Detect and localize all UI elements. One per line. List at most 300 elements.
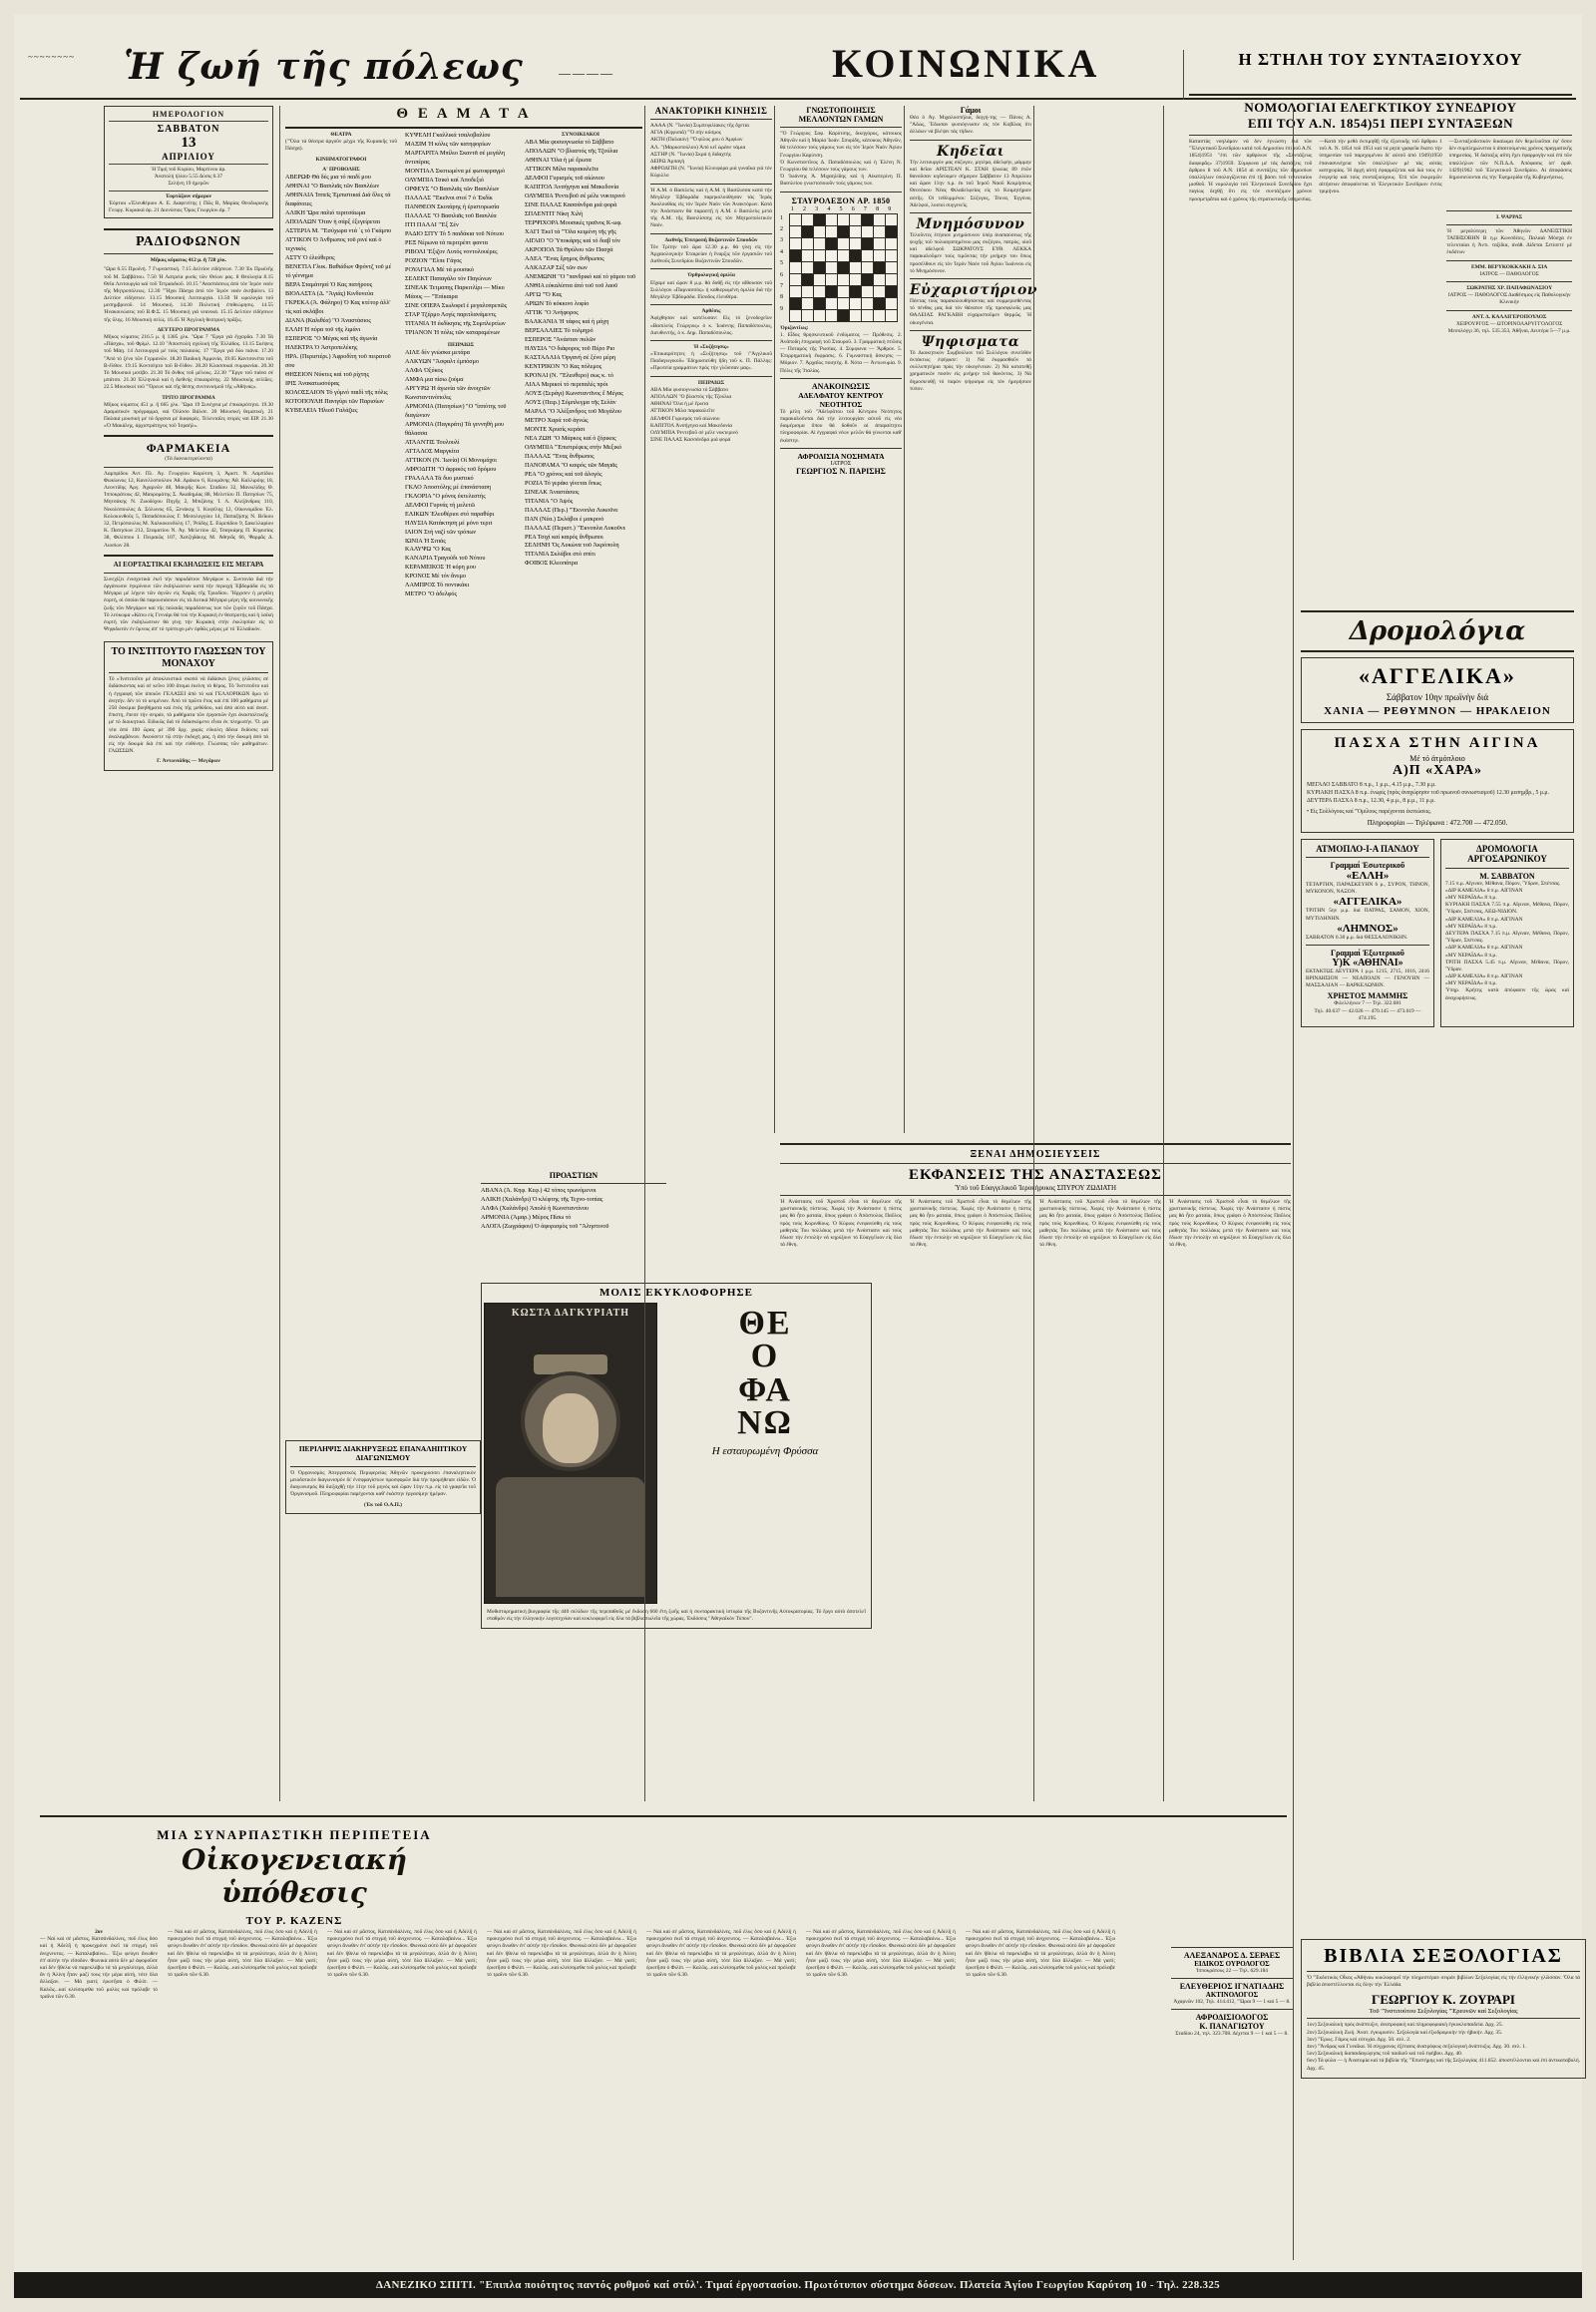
crossword-cell[interactable]	[789, 309, 801, 321]
list-item: ΚΑΣΤΑΛΛΙΑ Ὀργανή σέ ξένο μέρη	[525, 353, 616, 361]
crossword-cell[interactable]	[885, 237, 897, 249]
crossword-row	[789, 309, 897, 321]
list-item: ΣΙΝΕ ΟΠΕΡΑ Σιωλοφεῖ ἐ μεγαλοπρεπῶς	[405, 301, 508, 309]
crossword-cell[interactable]	[813, 237, 825, 249]
list-item: ΣΤΑΡ Τζέρμο Λογίς παριτλανάμεντς	[405, 310, 497, 318]
list-item: 3ον) "Ἐρως. Γάμος καί εὐτυχία. Δρχ. 50. σελ. 2.	[1307, 2036, 1411, 2043]
crossword-row	[789, 297, 897, 309]
list-item: ΛΑΜΠΡΟΣ Τό ποντικάκι	[405, 581, 470, 589]
list-item: ΚΥΒΕΛΕΙΑ Ἡλιοῦ Γαλάζιες	[285, 406, 358, 414]
list-item: ΑΓΙΑ (Κηφισιᾶ) "Ὅ σήν κόσμος	[650, 130, 721, 137]
list-item: ΣΙΝΕΑΚ Ἀναστάσιος	[525, 488, 580, 496]
crossword-cell-block[interactable]	[789, 297, 801, 309]
list-item: ΑΛ. "(Μαρκοπούλου) Ἀπό κεῖ ὡράνε νάμια	[650, 144, 746, 151]
list-item: ΚΥΡΙΑΚΗ ΠΑΣΧΑ 8 π.μ. ἐνωρίς (πρὸς ἀναχώρησιν τοῦ πρωινοῦ συνωστισμοῦ) 12.30 μεσημβρ., 5 μ.μ.	[1307, 789, 1549, 796]
masthead-title: Ἡ ζωή τῆς πόλεως	[124, 46, 524, 88]
serial-text-column: — Ναί καί σέ μᾶστος, Κατσάνδαλίνες, ποῦ ἐλυς ὅσο καί ἡ Ἀδελῆ ἡ προκεχρόνο ἐκεῖ τά στιγμὴ τοῦ ἀνιχνευτος. — Καταλαβαίνω... Ἐξω φεύγει ἄνωθεν ἐπ' αὐτήν τήν εἴσοδον. Φωνικὰ αὐτὸ δέν μέ ἀφοροῦσε καί δέν ἤθελα νά παρεκλάβω τά τά μεγαλύτερο, ἀλλὰ ἂν ἡ Ἀλίνη ἦταν μαζί τους τήν μέρα αὐτὴ, τότε ὅλα ἄλλαξαν. — Μά γιατί; ἐρωτῆσα ὁ Φιλίπ. — Καλῶς...καί κλείσομεθα τοῦ μολὺς καί πρόλαβε τό τραῖνο τῶν 6.30.	[40, 1936, 158, 2000]
foreign-article-column: Ἡ Ἀνάστασις τοῦ Χριστοῦ εἶναι τό θεμέλιον τῆς χριστιανικῆς πίστεως. Χωρὶς τήν Ἀνάστασιν ἡ πίστις μας θά ἦτο ματαία, ὅπως γράφει ὁ Ἀπόστολος Παῦλος πρὸς τούς Κορινθίους. Ὁ Κύριος ἐνεφανίσθη εἰς τούς μαθητάς Του πολλάκις μετὰ τήν Ἀνάστασιν καί τούς ἔδωσε τήν ἐντολὴν νά κηρύξουν τό Εὐαγγέλιον εἰς ὅλα τά ἔθνη.	[1039, 1199, 1161, 1249]
list-item: ΚΑΝΑΡΙΑ Τραγούδι τοῦ Νότου	[405, 555, 486, 563]
crossword-cell[interactable]	[813, 285, 825, 297]
list-item: ΜΕΤΡΟ "Ο ἀδελφός	[405, 590, 457, 598]
crossword-row-number: 2	[780, 225, 783, 232]
list-item: ΑΑΑΑ (Ν. "Ἰωνία) Συμπεφιλίακες τῆς ὄχεται	[650, 123, 749, 129]
crossword-cell[interactable]	[861, 285, 873, 297]
list-item: ΠΑΝ (Νέα.) Σκλάβοι ἐ μακρινό	[525, 515, 604, 523]
list-item: ΗΡΑ. (Περιστέρι.) Ἀφροδίτη τοῦ πειρατοῦ σου	[285, 352, 391, 369]
list-item: ΑΛΕΑ "Ἐνας ἔρημος ἄνθρωπος	[525, 254, 604, 262]
crossword-cell[interactable]	[861, 309, 873, 321]
serial-text-column: — Ναί καί σέ μᾶστος, Κατσάνδαλίνες, ποῦ ἐλυς ὅσο καί ἡ Ἀδελῆ ἡ προκεχρόνο ἐκεῖ τά στιγμὴ τοῦ ἀνιχνευτος. — Καταλαβαίνω... Ἐξω φεύγει ἄνωθεν ἐπ' αὐτήν τήν εἴσοδον. Φωνικὰ αὐτὸ δέν μέ ἀφοροῦσε καί δέν ἤθελα νά παρεκλάβω τά τά μεγαλύτερο, ἀλλὰ ἂν ἡ Ἀλίνη ἦταν μαζί τους τήν μέρα αὐτὴ, τότε ὅλα ἄλλαξαν. — Μά γιατί; ἐρωτῆσα ὁ Φιλίπ. — Καλῶς...καί κλείσομεθα τοῦ μολὺς καί πρόλαβε τό τραῖνο τῶν 6.30.	[966, 1929, 1115, 1979]
serial-rule	[40, 1815, 1287, 1817]
crossword-cell-block[interactable]	[813, 297, 825, 309]
list-item: ΤΡΙΑΝΟΝ Ἡ πόλις τῶν καταραμένων	[405, 328, 501, 336]
crossword-cell[interactable]	[873, 249, 885, 261]
radio-program-2-title: ΤΡΙΤΟ ΠΡΟΓΡΑΜΜΑ	[162, 394, 215, 401]
list-item: ΠΤΙ ΠΑΛΑΙ "Ἐξ Σέν	[405, 220, 459, 228]
crossword-cell-block[interactable]	[825, 285, 837, 297]
list-item: 5ον) Σεξουαλικὴ διαπαιδαγώγησις τοῦ παιδιοῦ καί τοῦ ἐφήβου. Δρχ. 40.	[1307, 2051, 1463, 2058]
crossword-cell-block[interactable]	[885, 285, 897, 297]
theatre-list-d	[525, 139, 636, 569]
crossword-cell[interactable]	[873, 237, 885, 249]
list-item: ΛΟΥΣ (Πειρ.) Σύμπλεγμα τῆς Σελὰν	[525, 398, 616, 406]
theatres-col-b: ΚΥΨΕΛΗ Γκαλλικά τσαλοβαλίου ΜΑΞΙΜ Ἡ κόλις τῶν κατηφορίων ΜΑΡΓΑΡΙΤΑ Μπίλιο Σκαντᾶ σέ μεγάλη ἀντιπέρας ΜΟΝΤΙΑΛ Σκοτωμένα μέ φωτοφραγμό ΟΛΥΜΠΙΑ Τσικό καί Ἀποδεξιό ΟΡΦΕΥΣ "Ο Βασιλιᾶς τῶν Βασιλέων ΠΑΛΛΑΣ "Ἐκεῖνοι στοί 7 ὁ Ἐκδίκ ΠΑΝΘΕΟΝ Σκοτάρης ἡ ἐριστορωσία ΠΑΛΛΑΣ "Ο Βασιλιᾶς τοῦ Βασιλέα ΠΤΙ ΠΑΛΑΙ "Ἐξ Σέν ΡΑΔΙΟ ΣΙΤΥ Τό 5 παιδάκια τοῦ Νότιου ΡΕΞ Νέρωνα τά περιτρέπτ φαντα ΡΙΒΟΛΙ Ἔξιζον Λυτός νοντολουέρες ΡΟΖΙΟΝ "Ἐλπε Γάγος ΡΟΥΑΓΙΑΛ Μέ τά μουσικό ΣΕΛΕΚΤ Παπαγάλο τόν Παγώνων ΣΙΝΕΑΚ Τετμαπης Παρκιτλίρι — Μίκυ Μάους — "Ἐπίκαιρα ΣΙΝΕ ΟΠΕΡΑ Σιωλοφεῖ ἐ μεγαλοπρεπῶς ΣΤΑΡ Τζέρμο Λογίς παριτλανάμεντς ΤΙΤΑΝΙΑ Ἡ ἐκδίκησις τῆς Συμπλερτίων ΤΡΙΑΝΟΝ Ἡ πόλις τῶν καταραμένων ΠΕΙΡΑΙΩΣ ΑΙΛΕ δέν γνώσκα μετάρα ΑΛΚΥΩΝ "Ἀσφαλτ ἐμπόσμο ΑΛΦΑ Ὁξύκος ΑΜΦΑ μια πίσω ζούμα ΑΡΓΥΡΩ Ἡ ἀγωνία τῶν ἀνοιχτῶν Κωνσταντινόπολις ΑΡΜΟΝΙΑ (Πατησίων) "Ο "ἱππότης τοῦ διαγώνιον ΑΡΜΟΝΙΑ (Παγκράτι) Τά γεννηθή μου θάλασσα ΑΤΛΑΝΤΙΣ Τουλουλί ΑΤΤΑΛΟΣ Μαργκίτα ΑΤΤΙΚΟΝ (Ν. Ἰωνία) Οἱ Μονομάχοι ΑΦΡΟΔΙΤΗ "Ο ἀφρικός τοῦ δρόμου ΓΡΑΛΑΛΑ Τά δυο μυστικό ΓΚΛΟ Ἀποστόλης μέ ἐπανάσταση ΓΚΛΟΡΙΑ "Ο μόνος ἐκτελεστής ΔΕΛΦΟΙ Γυρνάς τή μελετῶ ΕΛΙΚΩΝ Ἐλευθέριοι στό παραθύρι ΗΛΥΣΙΑ Κατάκτηση μέ μόνο τεριτ ΙΛΙΟΝ Στή ναζί τῶν τρόπων ΙΩΝΙΑ Ἡ Σιτιάς ΚΑΛΥΨΩ "Ο Κας ΚΑΝΑΡΙΑ Τραγούδι τοῦ Νότου ΚΕΡΑΜΕΙΚΟΣ Ἡ κόρη μου ΚΡΟΝΟΣ Μέ τόν ἄνεμο ΛΑΜΠΡΟΣ Τό ποντικάκι ΜΕΤΡΟ "Ο ἀδελφός	[405, 132, 517, 599]
list-item: ΟΛΥΜΠΙΑ Ῥεντεβοῦ σέ μέλε νυκτερινό	[650, 429, 738, 436]
list-item: ΜΑΞΙΜ Ἡ κόλις τῶν κατηφορίων	[405, 140, 491, 148]
list-item: ΕΣΠΕΡΟΣ "Ο Μέγας καί τῆς ἀγωνία	[285, 334, 378, 342]
crossword-col-number: 2	[802, 205, 806, 212]
crossword-cell[interactable]	[885, 297, 897, 309]
list-item: ΝΕΑ ΖΩΗ "Ο Μάρκος καί ὁ ζόρικος	[525, 434, 616, 442]
masthead-dash-right: ————	[559, 66, 614, 80]
list-item: ΑΤΤΙΚΟΝ Μίλα παρακαλεῖτε	[525, 166, 599, 174]
announcements-header: ΑΝΑΚΟΙΝΩΣΙΣ	[811, 381, 871, 391]
crossword-cell[interactable]	[837, 237, 849, 249]
crossword-col-number: 5	[839, 205, 843, 212]
book-ad[interactable]: ΜΟΛΙΣ ΕΚΥΚΛΟΦΟΡΗΣΕ ΚΩΣΤΑ ΔΑΓΚΥΡΙΑΤΗ ΘΕ Ο ΦΑ ΝΩ Η εσταυρωμένη Φρύσσα Μυθιστορηματικὴ βιογραφία τῆς 440 σελίδων τῆς περιπαθοῦς μέ ἔκδοση 660 ἔτη ζωῆς καί ἡ συνταρακτικὴ ἱστορία τῆς Βυζαντινῆς Αὐτοκρατορίας. Τό ἔργο αὐτὸ ἀποτελεῖ σταθμὸν εἰς τήν ἑλληνικὴν λογοτεχνίαν καί κυκλοφορεῖ εἰς ὅλα τά βιβλιοπωλεῖα τῆς χώρας. Ἐκδόσεις "Ἀθηναϊκὸν Τύπου".	[481, 1283, 872, 1629]
list-item: ΔΕΥΤΕΡΑ ΠΑΣΧΑ 7.15 π.μ. Αἴγιναν, Μέθανα, Πόρον, Ὕδραν, Σπέτσας.	[1445, 930, 1569, 945]
crossword-cell[interactable]	[873, 213, 885, 225]
crossword-row-number: 5	[780, 260, 783, 267]
crossword-cell[interactable]	[837, 249, 849, 261]
list-item: ΑΡΙΩΝ Τό κόκκινο λοφίο	[525, 299, 590, 307]
list-item: ΑΣΤΗΡ (Ν. "Ἰωνία) Σκρά ἡ διδαχτής	[650, 151, 731, 158]
theatres-col-c: ΣΥΝΟΙΚΙΑΚΟΙ ΑΒΑ Μία φυσιογνωσία τό Σάββατο ΑΠΟΛΛΩΝ "Ο βλαστός τῆς Τζούλια ΑΘΗΝΑΙ Ὅλα ἡ μέ ἔρωτα ΑΤΤΙΚΟΝ Μίλα παρακαλεῖτε ΔΕΛΦΟΙ Γυρισμός τοῦ αἰώνιου ΚΑΠΙΤΟΛ Ἀνσήγηνα καί Μακεδονία ΟΛΥΜΠΙΑ Ῥεντεβοῦ σέ μέλε νυκτερινό ΣΙΝΕ ΠΑΛΑΣ Κασσάνδρα μιά φορά ΣΠΛΕΝΤΙΤ Νίκη Χιλή ΤΕΡΨΙΧΟΡΑ Μουσικές τραῖνος Κ-ωφ. ΧΑΓΙ Ἐκεῖ τά "Ὅλα κειμένη τῆς γῆς ΑΙΓΑΙΟ "Ο Ὑποκάρης καί τό διαβ τόν ΑΚΡΟΠΟΛ Τά Θρύλου τῶν Πασχά ΑΛΕΑ "Ἐνας ἔρημος ἄνθρωπος ΑΛΚΑΖΑΡ Σέξ τῶν σων ΑΝΕΜΩΝΗ "Ο "πανδρικό καί τό γάμου τοῦ ΑΝΘΙΑ εὐκαλύπτα ἀπό τοῦ τοῦ λαοῦ ΑΡΓΩ "Ὅ Κας ΑΡΙΩΝ Τό κόκκινο λοφίο ΑΤΤΙΚ "Ο Ἀνήφορος ΒΑΛΚΑΝΙΑ Ἡ τάφος καί ἡ μάχη ΒΕΡΣΑΛΛΙΕΣ Τό τολμηρό ΕΣΠΕΡΟΣ "Ἀνάσταν πυλῶν ΗΛΥΣΙΑ "Ο διάφορος τοῦ Πέρο Ριο ΚΑΣΤΑΛΛΙΑ Ὀργανή σέ ξένο μέρη ΚΕΝΤΡΙΚΟΝ "Ο Κας πόλεμος ΚΡΟΝΑΙ (Ν. "Ἐλευθερο) σως κ. τό ΛΙΛΑ Μερικοί τό περιπαλές πρόι ΛΟΥΞ (Σεράγι) Κωνσταντῖνος ἔ Μέγας ΛΟΥΣ (Πειρ.) Σύμπλεγμα τῆς Σελὰν ΜΑΡΑΛ "Ο Ἀλέξανδρος τοῦ Μεγάλου ΜΕΤΡΟ Χαρά τοῦ ἁγνώς ΜΟΝΤΕ Χρυσίς κεράσι ΝΕΑ ΖΩΗ "Ο Μάρκος καί ὁ ζόρικος ΟΛΥΜΠΙΑ "Ἐπιστρέφεις στήν Μεξικό ΠΑΛΛΑΣ "Ἐνας ἄνθρωπος ΠΑΝΟΡΑΜΑ "Ο καιρός τῶν Μαγιᾶς ΡΕΑ "Ο χρόνος καί τοῦ ἀλογός ΡΟΖΙΑ Τό γεράκι γίνεται ὅπως ΣΙΝΕΑΚ Ἀναστάσιος ΤΙΤΑΝΙΑ "Ο Ἁψός ΠΑΛΛΑΣ (Περ.) "Ἐκνοπλα Λυκοῦνε ΠΑΝ (Νέα.) Σκλάβοι ἐ μακρινό ΠΑΛΛΑΣ (Περιστ.) "Ἐκνοπλα Λυκοῦνε ΡΕΑ Τσιχί καί καιρός ἄνθρωποι ΣΕΛΗΝΗ Ὅς Λυκώνα τοῦ Ἀκρόπολη ΤΙΤΑΝΙΑ Σκλάβοι στό σπίτι ΦΟΙΒΟΣ Κλεοπάτρα	[525, 132, 636, 568]
list-item: ΜΟΝΤΕ Χρυσίς κεράσι	[525, 425, 586, 433]
list-item: ΜΑΡΑΛ "Ο Ἀλέξανδρος τοῦ Μεγάλου	[525, 407, 621, 415]
list-item: ΑΛΚΥΩΝ "Ἀσφαλτ ἐμπόσμο	[405, 357, 480, 365]
masthead-left	[20, 18, 818, 96]
crossword-cell[interactable]	[789, 261, 801, 273]
list-item: ΘΗΣΕΙΟΝ Νύκτες καί τοῦ ρίχτης	[285, 370, 369, 378]
list-item: ΗΛΕΚΤΡΑ Ὁ Ἀστροπελέκης	[285, 343, 358, 351]
list-item: ΡΑΔΙΟ ΣΙΤΥ Τό 5 παιδάκια τοῦ Νότιου	[405, 229, 504, 237]
crossword-cell[interactable]	[849, 237, 861, 249]
list-item: ΛΙΛΑ Μερικοί τό περιπαλές πρόι	[525, 380, 608, 388]
pension-column: ΝΟΜΟΛΟΓΙΑΙ ΕΛΕΓΚΤΙΚΟΥ ΣΥΝΕΔΡΙΟΥ ΕΠΙ ΤΟΥ Α.Ν. 1854)51 ΠΕΡΙ ΣΥΝΤΑΞΕΩΝ Καταστὰς νοηλάμον νά δεν ἐγνώστη διά τῶν "Ἐλεγκτικοῦ Συνεδρίου κατά τοῦ Δημοσίου ἐπὶ τοῦ Α.Ν. 1854)1951 "ἐπὶ τῶν ἀρθρίνων τῆς «Συντάξεως διαφορᾶς» 37)1959. Σύμφωνα μὲ τάς διατάξεις τοῦ ἄρθρου 8 τοῦ Α.Ν. 1854 αἱ συντάξεις τῶν δημοσίων ὑπαλλήλων ὑπολογίζονται ἐπὶ τῇ βάσει τοῦ τελευταίου μισθοῦ. Ἡ νομολογία τοῦ Ἐλεγκτικοῦ Συνεδρίου ἔχει παγίως δεχθῇ ὅτι εἰς τόν συντάξιμον χρόνον προσμετρᾶται καί ὁ χρόνος τῆς στρατιωτικῆς ὑπηρεσίας. —Κατὰ τήν μεθὸ ἐκτιμηθῇ τῆς ἐξωτικῆς τοῦ ἄρθρου 1 τοῦ Α. Ν. 1854 τοῦ 1951 καί τά ρητὰ γραφεῖα ἕκατο τήν ὑπηρεσίαν τοῦ παρεχομένου δι' αὐτοῦ ἀπό 1949)1950 ἐπανασυνέχεια τῶν ὑπαλλήλων μὲ τάς αὐτὰς κατηγορίας. Ἡ ἀρχὴ αὐτὴ ἐφαρμόζεται καί διά τούς ἐν ἐνεργείᾳ καί τούς συνταξιούχους. Ἐπὶ τῶν ἐκκρεμῶν αἰτήσεων ἀποφαίνεται τό Ἐλεγκτικὸν Συνέδριον ἐντὸς τριμήνου. —Συνταξιοδοτικὸν δικαίωμα δέν θεμελιοῦται ἐφ' ὅσον δέν συμπληρώνεται ὁ ἀπαιτούμενος χρόνος πραγματικῆς ὑπηρεσίας. Ἡ διάταξις αὕτη ἔχει ἐφαρμογὴν καί ἐπὶ τῶν ὑπαλλήλων τῶν Ν.Π.Δ.Δ. Ἀπόφασις ὑπ' ἀριθ. 1429)1962 τοῦ Ἐλεγκτικοῦ Συνεδρίου. Αἱ ἀποφάσεις δημοσιεύονται εἰς τήν Ἐφημερίδα τῆς Κυβερνήσεως. Ι. ΨΑΡΡΑΣ Ἡ μεγαλύτερη τῶν Ἀθηνῶν ΔΑΝΕΙΣΤΙΚΗ ΤΑΠΗΣΟΒΗΝ Β η.μ Κωνσδίτες, Παλαιά Μόσχα ἐν τελευταίαι ἡ Ἀντι. ταξίδια, ἀνάθ. Δίδεται Σετίσετέ μὲ ἐκδότων ΕΜΜ. ΒΕΡΥΚΟΚΚΑΚΗ Δ. ΣΙΑ ΙΑΤΡΟΣ — ΠΑΘΟΛΟΓΟΣ ΣΩΚΡΑΤΗΣ ΧΡ. ΠΑΠΑΦΩΝΑΣΙΟΥ ΙΑΤΡΟΣ — ΠΑΘΟΛΟΓΟΣ Διαθέσιμος εἰς Παθολογικὴν Κλινικὴν ΑΝΤ. Δ. ΚΑΛΛΙΓΕΡΟΠΟΥΛΟΣ ΧΕΙΡΟΥΡΓΟΣ — ΩΤΟΡΙΝΟΛΑΡΥΓΓΟΛΟΓΟΣ Μεσολόγγι 36, τηλ. 535.353, Ἀθῆναι, Δευτέρα 5—7 μ.μ.	[1189, 90, 1572, 335]
crossword-cell[interactable]	[801, 261, 813, 273]
crossword-cell[interactable]	[825, 273, 837, 285]
list-item: ΡΕΑ Τσιχί καί καιρός ἄνθρωποι	[525, 533, 603, 541]
list-item: ΚΥΨΕΛΗ Γκαλλικά τσαλοβαλίου	[405, 132, 491, 139]
crossword-cell[interactable]	[825, 225, 837, 237]
list-item: ΔΕΥΤΕΡΑ ΠΑΣΧΑ 8 π.μ., 12.30, 4 μ.μ., 8 μ.μ., 11 μ.μ.	[1307, 797, 1435, 804]
crossword-col-number: 7	[863, 205, 867, 212]
list-item: ΚΕΡΑΜΕΙΚΟΣ Ἡ κόρη μου	[405, 564, 476, 572]
list-item: ΜΟΝΤΙΑΛ Σκοτωμένα μέ φωτοφραγμό	[405, 167, 506, 175]
crossword-cell[interactable]	[813, 273, 825, 285]
list-item: ΑΘΗΝΑΙΑ Ἱππεῖς Ἐμπιστικαί Διά ὅλες τά διαφάνειες	[285, 191, 391, 207]
crossword-cell[interactable]	[789, 237, 801, 249]
list-item: ΜΑΡΓΑΡΙΤΑ Μπίλιο Σκαντᾶ σέ μεγάλη ἀντιπέρας	[405, 149, 506, 166]
crossword-col-numbers	[780, 206, 902, 212]
foreign-article-column: Ἡ Ἀνάστασις τοῦ Χριστοῦ εἶναι τό θεμέλιον τῆς χριστιανικῆς πίστεως. Χωρὶς τήν Ἀνάστασιν ἡ πίστις μας θά ἦτο ματαία, ὅπως γράφει ὁ Ἀπόστολος Παῦλος πρὸς τούς Κορινθίους. Ὁ Κύριος ἐνεφανίσθη εἰς τούς μαθητάς Του πολλάκις μετὰ τήν Ἀνάστασιν καί τούς ἔδωσε τήν ἐντολὴν νά κηρύξουν τό Εὐαγγέλιον εἰς ὅλα τά ἔθνη.	[1169, 1199, 1291, 1249]
weddings-column: ΓΝΩΣΤΟΠΟΙΗΣΙΣ ΜΕΛΛΟΝΤΩΝ ΓΑΜΩΝ "Ὁ Γεώργιος Σοφ. Καρύτσης, δικηγόρος, κάτοικος Ἀθηνῶν καί ἡ Μαρία Ἰωάν. Σπυρίδη, κάτοικος Ἀθηνῶν, θά τελέσουν τούς γάμους των εἰς τόν Ἱερόν Ναόν Ἁγίου Γεωργίου Καρύτση. Ὁ Κωνσταντῖνος Δ. Παπαδόπουλος καί ἡ Ἑλένη Ν. Γεωργίου θά τελέσουν τούς γάμους των. Ὁ Ἰωάννης Ἀ. Μιχαηλίδης καί ἡ Αἰκατερίνη Π. Βασιλείου γνωστοποιοῦν τούς γάμους των. ΣΤΑΥΡΟΛΕΞΟΝ ΑΡ. 1850 1 2 3 4 5 6 7 8 9 1 2 3 4 5 6 7 8 9 Ὁριζοντίως: 1. Εἶδος θρησκευτικοῦ ἐνδύματος — Πρόθεσις. 2. Ἀνάποδη ἐπιγραφὴ τοῦ Σταυροῦ. 3. Γραμματικὴ πτῶσις — Ποταμὸς τῆς Ῥωσίας. 4. Σύμφωνα — Ἄρθρον. 5. Ἐπιρρηματικὴ ἔκφρασις. 6. Γυμναστικὴ ἄσκησις — Μόριον. 7. Ἀρχαῖος ποιητής. 8. Νότα — Ἀντωνυμία. 9. Πόλις τῆς Ἰταλίας. ΑΝΑΚΟΙΝΩΣΙΣ ΑΔΕΛΦΑΤΟΥ ΚΕΝΤΡΟΥ ΝΕΟΤΗΤΟΣ Τό μέλη τοῦ "Ἀδελφάτου τοῦ Κέντρου Νεότητος παρακαλοῦνται διά τήν λειτουργίαν αὐτοῦ εἰς νέα διαμέρισμα ὅπου θά δοθοῦν αἱ ἀπαραίτητοι πληροφορίαι. Αἱ ἐγγραφαὶ νέων μελῶν θά γίνωνται καθ' ἑκάστην. ΑΦΡΟΔΙΣΙΑ ΝΟΣΗΜΑΤΑ ΙΑΤΡΟΣ ΓΕΩΡΓΙΟΣ Ν. ΠΑΡΙΣΗΣ	[780, 106, 902, 476]
list-item: ΔΙΑΝΑ (Καλιθέα) "Ο Ἀναστάσιος	[285, 316, 371, 324]
list-item: ΑΘΗΝΑΙ "Ο Βασιλιᾶς τῶν Βασιλέων	[285, 182, 380, 190]
crossword-cell[interactable]	[789, 213, 801, 225]
pharmacy-title: ΦΑΡΜΑΚΕΙΑ	[146, 441, 231, 456]
list-item: ΠΑΛΛΑΣ (Περιστ.) "Ἐκνοπλα Λυκοῦνε	[525, 524, 626, 532]
crossword-cell[interactable]	[849, 261, 861, 273]
list-item: ΑΤΤΑΛΟΣ Μαργκίτα	[405, 447, 460, 455]
crossword-cell[interactable]	[837, 297, 849, 309]
crossword-col-number: 8	[876, 205, 880, 212]
foreign-article-column: Ἡ Ἀνάστασις τοῦ Χριστοῦ εἶναι τό θεμέλιον τῆς χριστιανικῆς πίστεως. Χωρὶς τήν Ἀνάστασιν ἡ πίστις μας θά ἦτο ματαία, ὅπως γράφει ὁ Ἀπόστολος Παῦλος πρὸς τούς Κορινθίους. Ὁ Κύριος ἐνεφανίσθη εἰς τούς μαθητάς Του πολλάκις μετὰ τήν Ἀνάστασιν καί τούς ἔδωσε τήν ἐντολὴν νά κηρύξουν τό Εὐαγγέλιον εἰς ὅλα τά ἔθνη.	[910, 1199, 1031, 1249]
list-item: ΣΙΝΕ ΠΑΛΑΣ Κασσάνδρα μιά φορά	[650, 437, 731, 444]
list-item: ΣΙΝΕ ΠΑΛΑΣ Κασσάνδρα μιά φορά	[525, 201, 617, 209]
list-item: ΑΠΟΛΛΩΝ Ὅταν ἡ σάρξ ἐξεγείρεται	[285, 217, 381, 225]
crossword-cell-block[interactable]	[837, 225, 849, 237]
crossword-cell[interactable]	[801, 285, 813, 297]
list-item: ΑΡΓΥΡΩ Ἡ ἀγωνία τῶν ἀνοιχτῶν Κωνσταντινόπολις	[405, 384, 491, 401]
list-item: ΜΕΤΡΟ Χαρά τοῦ ἁγνώς	[525, 416, 589, 424]
crossword-cell[interactable]	[861, 249, 873, 261]
list-item: ΑΒΕΡΩΦ Θά δές μια τό παιδί μου	[285, 173, 371, 181]
list-item: ΡΟΖΙΟΝ "Ἐλπε Γάγος	[405, 256, 462, 264]
list-item: ΑΤΤΙΚΟΝ Ὁ Ἀνθρωπος τοῦ ρινέ καί ὁ τεχνικός	[285, 235, 382, 252]
crossword-cell[interactable]	[885, 261, 897, 273]
crossword-cell[interactable]	[813, 225, 825, 237]
crossword-cell[interactable]	[801, 309, 813, 321]
list-item: ΚΟΤΟΠΟΥΛΗ Πανιγύρι τῶν Παρισίων	[285, 397, 384, 405]
crossword-cell-block[interactable]	[801, 273, 813, 285]
crossword-row	[789, 225, 897, 237]
list-item: ΣΕΛΕΚΤ Παπαγάλο τόν Παγώνων	[405, 274, 492, 282]
crossword-col-number: 4	[827, 205, 831, 212]
list-item: ΤΙΤΑΝΙΑ Σκλάβοι στό σπίτι	[525, 551, 596, 559]
megara-ad-title: ΑΙ ΕΟΡΤΑΣΤΙΚΑΙ ΕΚΔΗΛΩΣΕΙΣ ΕΙΣ ΜΕΓΑΡΑ	[113, 560, 264, 569]
list-item: ΑΘΗΝΑΙ Ὅλα ἡ μέ ἔρωτα	[650, 401, 709, 408]
proastion-list: ΠΡΟΑΣΤΙΩΝ ΑΒΑΝΑ (Ἀ. Κηφ. Κεφ.) 42 τόπος τρωνόμενοι ΑΛΙΚΗ (Χαλάνδρι) Ὁ κλέφτης τῆς Τεχνο-τοπίας ΑΛΦΑ (Χαλάνδρι) Ἀπολύ ἡ Κωνσταντίνου ΑΡΜΟΝΙΑ (Ἀμαρ.) Μέρος Πίσω τό ΑΛΟΓΑ (Ζωγράφου) Ὁ ἀφορισμὸς τοῦ "Ἀληστινοῦ	[481, 1171, 666, 1232]
list-item: «ΜΥ ΝΕΡΑΪΔΑ» 8 π.μ.	[1445, 952, 1497, 959]
crossword-cell[interactable]	[837, 285, 849, 297]
crossword-cell[interactable]	[813, 249, 825, 261]
crossword-cell-block[interactable]	[789, 249, 801, 261]
crossword-cell[interactable]	[789, 285, 801, 297]
column-1	[104, 106, 273, 771]
crossword-row	[789, 213, 897, 225]
list-item: ΔΕΙΡΩ Ἁρπαγὴ	[650, 158, 685, 165]
list-item: ΑΣΤΕΡΙΑ Μ. "Ἐσύχωρα ντά ᾽ς τό Γκάμπο	[285, 226, 392, 234]
list-item: ΤΡΙΤΗ ΠΑΣΧΑ 5.45 π.μ. Αἴγιναν, Μέθανα, Πόρον, Ὕδραν.	[1445, 959, 1569, 972]
list-item: ΣΕΛΗΝΗ Ὅς Λυκώνα τοῦ Ἀκρόπολη	[525, 542, 619, 550]
list-item: ΑΠΟΛΛΩΝ "Ο βλαστός τῆς Τζούλια	[650, 394, 732, 400]
crossword-grid[interactable]	[789, 213, 898, 322]
crossword-cell[interactable]	[825, 261, 837, 273]
serial-body: 2ον — Ναί καί σέ μᾶστος, Κατσάνδαλίνες, ποῦ ἐλυς ὅσο καί ἡ Ἀδελῆ ἡ προκεχρόνο ἐκεῖ τά στιγμὴ τοῦ ἀνιχνευτος. — Καταλαβαίνω... Ἐξω φεύγει ἄνωθεν ἐπ' αὐτήν τήν εἴσοδον. Φωνικὰ αὐτὸ δέν μέ ἀφοροῦσε καί δέν ἤθελα νά παρεκλάβω τά τά μεγαλύτερο, ἀλλὰ ἂν ἡ Ἀλίνη ἦταν μαζί τους τήν μέρα αὐτὴ, τότε ὅλα ἄλλαξαν. — Μά γιατί; ἐρωτῆσα ὁ Φιλίπ. — Καλῶς...καί κλείσομεθα τοῦ μολὺς καί πρόλαβε τό τραῖνο τῶν 6.30. — Ναί καί σέ μᾶστος, Κατσάνδαλίνες, ποῦ ἐλυς ὅσο καί ἡ Ἀδελῆ ἡ προκεχρόνο ἐκεῖ τά στιγμὴ τοῦ ἀνιχνευτος. — Καταλαβαίνω... Ἐξω φεύγει ἄνωθεν ἐπ' αὐτήν τήν εἴσοδον. Φωνικὰ αὐτὸ δέν μέ ἀφοροῦσε καί δέν ἤθελα νά παρεκλάβω τά τά μεγαλύτερο, ἀλλὰ ἂν ἡ Ἀλίνη ἦταν μαζί τους τήν μέρα αὐτὴ, τότε ὅλα ἄλλαξαν. — Μά γιατί; ἐρωτῆσα ὁ Φιλίπ. — Καλῶς...καί κλείσομεθα τοῦ μολὺς καί πρόλαβε τό τραῖνο τῶν 6.30. — Ναί καί σέ μᾶστος, Κατσάνδαλίνες, ποῦ ἐλυς ὅσο καί ἡ Ἀδελῆ ἡ προκεχρόνο ἐκεῖ τά στιγμὴ τοῦ ἀνιχνευτος. — Καταλαβαίνω... Ἐξω φεύγει ἄνωθεν ἐπ' αὐτήν τήν εἴσοδον. Φωνικὰ αὐτὸ δέν μέ ἀφοροῦσε καί δέν ἤθελα νά παρεκλάβω τά τά μεγαλύτερο, ἀλλὰ ἂν ἡ Ἀλίνη ἦταν μαζί τους τήν μέρα αὐτὴ, τότε ὅλα ἄλλαξαν. — Μά γιατί; ἐρωτῆσα ὁ Φιλίπ. — Καλῶς...καί κλείσομεθα τοῦ μολὺς καί πρόλαβε τό τραῖνο τῶν 6.30. — Ναί καί σέ μᾶστος, Κατσάνδαλίνες, ποῦ ἐλυς ὅσο καί ἡ Ἀδελῆ ἡ προκεχρόνο ἐκεῖ τά στιγμὴ τοῦ ἀνιχνευτος. — Καταλαβαίνω... Ἐξω φεύγει ἄνωθεν ἐπ' αὐτήν τήν εἴσοδον. Φωνικὰ αὐτὸ δέν μέ ἀφοροῦσε καί δέν ἤθελα νά παρεκλάβω τά τά μεγαλύτερο, ἀλλὰ ἂν ἡ Ἀλίνη ἦταν μαζί τους τήν μέρα αὐτὴ, τότε ὅλα ἄλλαξαν. — Μά γιατί; ἐρωτῆσα ὁ Φιλίπ. — Καλῶς...καί κλείσομεθα τοῦ μολὺς καί πρόλαβε τό τραῖνο τῶν 6.30. — Ναί καί σέ μᾶστος, Κατσάνδαλίνες, ποῦ ἐλυς ὅσο καί ἡ Ἀδελῆ ἡ προκεχρόνο ἐκεῖ τά στιγμὴ τοῦ ἀνιχνευτος. — Καταλαβαίνω... Ἐξω φεύγει ἄνωθεν ἐπ' αὐτήν τήν εἴσοδον. Φωνικὰ αὐτὸ δέν μέ ἀφοροῦσε καί δέν ἤθελα νά παρεκλάβω τά τά μεγαλύτερο, ἀλλὰ ἂν ἡ Ἀλίνη ἦταν μαζί τους τήν μέρα αὐτὴ, τότε ὅλα ἄλλαξαν. — Μά γιατί; ἐρωτῆσα ὁ Φιλίπ. — Καλῶς...καί κλείσομεθα τοῦ μολὺς καί πρόλαβε τό τραῖνο τῶν 6.30. — Ναί καί σέ μᾶστος, Κατσάνδαλίνες, ποῦ ἐλυς ὅσο καί ἡ Ἀδελῆ ἡ προκεχρόνο ἐκεῖ τά στιγμὴ τοῦ ἀνιχνευτος. — Καταλαβαίνω... Ἐξω φεύγει ἄνωθεν ἐπ' αὐτήν τήν εἴσοδον. Φωνικὰ αὐτὸ δέν μέ ἀφοροῦσε καί δέν ἤθελα νά παρεκλάβω τά τά μεγαλύτερο, ἀλλὰ ἂν ἡ Ἀλίνη ἦταν μαζί τους τήν μέρα αὐτὴ, τότε ὅλα ἄλλαξαν. — Μά γιατί; ἐρωτῆσα ὁ Φιλίπ. — Καλῶς...καί κλείσομεθα τοῦ μολὺς καί πρόλαβε τό τραῖνο τῶν 6.30. — Ναί καί σέ μᾶστος, Κατσάνδαλίνες, ποῦ ἐλυς ὅσο καί ἡ Ἀδελῆ ἡ προκεχρόνο ἐκεῖ τά στιγμὴ τοῦ ἀνιχνευτος. — Καταλαβαίνω... Ἐξω φεύγει ἄνωθεν ἐπ' αὐτήν τήν εἴσοδον. Φωνικὰ αὐτὸ δέν μέ ἀφοροῦσε καί δέν ἤθελα νά παρεκλάβω τά τά μεγαλύτερο, ἀλλὰ ἂν ἡ Ἀλίνη ἦταν μαζί τους τήν μέρα αὐτὴ, τότε ὅλα ἄλλαξαν. — Μά γιατί; ἐρωτῆσα ὁ Φιλίπ. — Καλῶς...καί κλείσομεθα τοῦ μολὺς καί πρόλαβε τό τραῖνο τῶν 6.30.	[40, 1929, 1115, 2000]
list-item: ΚΑΠΙΤΟΛ Ἀνσήγηνα καί Μακεδονία	[650, 422, 733, 429]
crossword-cell[interactable]	[885, 213, 897, 225]
crossword-cell-block[interactable]	[813, 213, 825, 225]
pharmacy-list: Λαμπρίδου Ἀντ. Πλ. Ἁγ. Γεωργίου Καρύτση 3, Ἀριστ. Ν. Λαμπίδου Φωκίωνος 12, Κανελλοπούλου Ἀθ. Δράκου 6, Κουμάνης Ἀθ. Καλλιρόης 18, Λεοντίδης Ἀργ. Ἀχαρνῶν 48, Μακρῆς Κων. Σταδίου 32, Μανωλίδης Θ. Ἱπποκράτους 42, Μαυρομάτης Σ. Ἀκαδημίας 88, Μελετίου Π. Πατησίων 75, Μητσάκης Ν. Ζωοδόχου Πηγῆς 2, Μπιζάνης Ἰ. Λ. Ἀλεξάνδρας 110, Νικολόπουλος Δ. Σόλωνος 65, Ξενάκης Ἰ. Κυψέλης 12, Οἰκονομίδου Ἑλ. Κολοκυνθοῦς 5, Παπαδόπουλος Γ. Μεσολογγίου 14, Παπαζήσης Ν. Βεΐκου 32, Πετρόπουλος Μ. Χαλκοκονδύλη 17, Ῥοϊδης Σ. Εὐριπίδου 9, Σακελλαρίου Κ. Πατησίων 212, Σταματίου Ν. Ἀγ. Μελετίου 42, Τσαγκάρης Π. Κηφισίας 38, Φιλίππου Ι. Πειραιῶς 107, Χατζηδάκης Μ. Ἀθηνᾶς 66, Ψαρρᾶς Δ. Λιοσίων 28.	[104, 470, 273, 549]
serial-text-column: — Ναί καί σέ μᾶστος, Κατσάνδαλίνες, ποῦ ἐλυς ὅσο καί ἡ Ἀδελῆ ἡ προκεχρόνο ἐκεῖ τά στιγμὴ τοῦ ἀνιχνευτος. — Καταλαβαίνω... Ἐξω φεύγει ἄνωθεν ἐπ' αὐτήν τήν εἴσοδον. Φωνικὰ αὐτὸ δέν μέ ἀφοροῦσε καί δέν ἤθελα νά παρεκλάβω τά τά μεγαλύτερο, ἀλλὰ ἂν ἡ Ἀλίνη ἦταν μαζί τους τήν μέρα αὐτὴ, τότε ὅλα ἄλλαξαν. — Μά γιατί; ἐρωτῆσα ὁ Φιλίπ. — Καλῶς...καί κλείσομεθα τοῦ μολὺς καί πρόλαβε τό τραῖνο τῶν 6.30.	[487, 1929, 636, 1979]
list-item: «ΔΙΡ ΚΑΜΕΛΙΑ» 8 π.μ. ΑΙΓΙΝΑΝ	[1445, 916, 1523, 923]
list-item: ΑΛΦΑ (Χαλάνδρι) Ἀπολύ ἡ Κωνσταντίνου	[481, 1204, 589, 1212]
theatres-section: Θ Ε Α Μ Α Τ Α	[285, 106, 642, 133]
list-item: ΜΕΓΑΛΟ ΣΑΒΒΑΤΟ 8 π.μ., 1 μ.μ., 4.15 μ.μ., 7.30 μ.μ.	[1307, 782, 1436, 788]
list-item: ΑΒΑ Μία φυσιογνωσία τό Σάββατο	[525, 139, 614, 147]
crossword-cell-block[interactable]	[861, 213, 873, 225]
crossword-cell[interactable]	[825, 297, 837, 309]
crossword-cell[interactable]	[849, 213, 861, 225]
list-item: «ΔΙΡ ΚΑΜΕΛΙΑ» 8 π.μ. ΑΙΓΙΝΑΝ	[1445, 973, 1523, 980]
crossword-cell[interactable]	[825, 309, 837, 321]
list-item: 6ον) Τά φύλα — ἡ Ἀνατομία καί τά βιβλία τῆς "Ἐπιστήμης καί τῆς Σεξολογίας 411.652. ἀποστέλλονται καί ἐπί ἀντικαταβολή. Δρχ. 45.	[1307, 2058, 1580, 2072]
crossword-cell[interactable]	[837, 273, 849, 285]
paper-sheet	[14, 14, 1582, 2298]
list-item: ΧΑΓΙ Ἐκεῖ τά "Ὅλα κειμένη τῆς γῆς	[525, 228, 616, 236]
list-item: ΙΛΙΟΝ Στή ναζί τῶν τρόπων	[405, 528, 477, 536]
list-item: ΑΒΑ Μία φυσιογνωσία τό Σάββατο	[650, 386, 728, 393]
crossword-cell-block[interactable]	[861, 273, 873, 285]
crossword-cell-block[interactable]	[861, 237, 873, 249]
crossword-cell[interactable]	[849, 273, 861, 285]
theatre-list-b	[405, 132, 517, 338]
list-item: ΦΟΙΒΟΣ Κλεοπάτρα	[525, 560, 579, 568]
schedule-angelika[interactable]: «ΑΓΓΕΛΙΚΑ» Σάββατον 10ην πρωϊνὴν διά ΧΑΝΙΑ — ΡΕΘΥΜΝΟΝ — ΗΡΑΚΛΕΙΟΝ	[1301, 657, 1574, 723]
foreign-section: ΞΕΝΑΙ ΔΗΜΟΣΙΕΥΣΕΙΣ ΕΚΦΑΝΣΕΙΣ ΤΗΣ ΑΝΑΣΤΑΣΕΩΣ Ὑπὸ τοῦ Εὐαγγελικοῦ Ἱεροκήρυκος ΣΠΥΡΟΥ ΖΩΔΙΑΤΗ Ἡ Ἀνάστασις τοῦ Χριστοῦ εἶναι τό θεμέλιον τῆς χριστιανικῆς πίστεως. Χωρὶς τήν Ἀνάστασιν ἡ πίστις μας θά ἦτο ματαία, ὅπως γράφει ὁ Ἀπόστολος Παῦλος πρὸς τούς Κορινθίους. Ὁ Κύριος ἐνεφανίσθη εἰς τούς μαθητάς Του πολλάκις μετὰ τήν Ἀνάστασιν καί τούς ἔδωσε τήν ἐντολὴν νά κηρύξουν τό Εὐαγγέλιον εἰς ὅλα τά ἔθνη. Ἡ Ἀνάστασις τοῦ Χριστοῦ εἶναι τό θεμέλιον τῆς χριστιανικῆς πίστεως. Χωρὶς τήν Ἀνάστασιν ἡ πίστις μας θά ἦτο ματαία, ὅπως γράφει ὁ Ἀπόστολος Παῦλος πρὸς τούς Κορινθίους. Ὁ Κύριος ἐνεφανίσθη εἰς τούς μαθητάς Του πολλάκις μετὰ τήν Ἀνάστασιν καί τούς ἔδωσε τήν ἐντολὴν νά κηρύξουν τό Εὐαγγέλιον εἰς ὅλα τά ἔθνη. Ἡ Ἀνάστασις τοῦ Χριστοῦ εἶναι τό θεμέλιον τῆς χριστιανικῆς πίστεως. Χωρὶς τήν Ἀνάστασιν ἡ πίστις μας θά ἦτο ματαία, ὅπως γράφει ὁ Ἀπόστολος Παῦλος πρὸς τούς Κορινθίους. Ὁ Κύριος ἐνεφανίσθη εἰς τούς μαθητάς Του πολλάκις μετὰ τήν Ἀνάστασιν καί τούς ἔδωσε τήν ἐντολὴν νά κηρύξουν τό Εὐαγγέλιον εἰς ὅλα τά ἔθνη. Ἡ Ἀνάστασις τοῦ Χριστοῦ εἶναι τό θεμέλιον τῆς χριστιανικῆς πίστεως. Χωρὶς τήν Ἀνάστασιν ἡ πίστις μας θά ἦτο ματαία, ὅπως γράφει ὁ Ἀπόστολος Παῦλος πρὸς τούς Κορινθίους. Ὁ Κύριος ἐνεφανίσθη εἰς τούς μαθητάς Του πολλάκις μετὰ τήν Ἀνάστασιν καί τούς ἔδωσε τήν ἐντολὴν νά κηρύξουν τό Εὐαγγέλιον εἰς ὅλα τά ἔθνη.	[780, 1139, 1291, 1249]
crossword-cell-block[interactable]	[801, 225, 813, 237]
foreign-article-column: Ἡ Ἀνάστασις τοῦ Χριστοῦ εἶναι τό θεμέλιον τῆς χριστιανικῆς πίστεως. Χωρὶς τήν Ἀνάστασιν ἡ πίστις μας θά ἦτο ματαία, ὅπως γράφει ὁ Ἀπόστολος Παῦλος πρὸς τούς Κορινθίους. Ὁ Κύριος ἐνεφανίσθη εἰς τούς μαθητάς Του πολλάκις μετὰ τήν Ἀνάστασιν καί τούς ἔδωσε τήν ἐντολὴν νά κηρύξουν τό Εὐαγγέλιον εἰς ὅλα τά ἔθνη.	[780, 1199, 902, 1249]
masthead-dashes: ~~~~~~~~	[28, 52, 75, 62]
theatre-list-a	[285, 174, 397, 416]
radio-program-2: Μῆκος κύματος 451 μ. ἢ 665 χλκ. "Ωρα 19 Συνέχεια μέ ἐπικαιρότητα. 19.30 Δραματικόν πρόγραμμα, ναί Ὁλίσσο Βάλσε. 20 Μουσικὴ θεματική. 21 Παλαιά μουσική μέ τά ὄργανα μέ διαφορές. Τελευταῖες σειρές ναί ΕΙΡ. 21.30 «Ὁ Μακάλης, ἀρχιστράτηγος τοῦ Ἰσραήλ».	[104, 401, 273, 430]
list-item: ΕΣΠΕΡΟΣ "Ἀνάσταν πυλῶν	[525, 335, 597, 343]
crossword-cell[interactable]	[849, 225, 861, 237]
crossword-col-number: 9	[888, 205, 892, 212]
crossword-cell[interactable]	[837, 213, 849, 225]
crossword-cell[interactable]	[813, 309, 825, 321]
mosaic-portrait: ΚΩΣΤΑ ΔΑΓΚΥΡΙΑΤΗ	[484, 1303, 657, 1604]
crossword-cell-block[interactable]	[885, 225, 897, 237]
crossword-cell[interactable]	[873, 285, 885, 297]
list-item: ΑΡΜΟΝΙΑ (Πατησίων) "Ο "ἱππότης τοῦ διαγώνιον	[405, 402, 507, 419]
list-item: ΑΡΜΟΝΙΑ (Ἀμαρ.) Μέρος Πίσω τό	[481, 1213, 572, 1221]
crossword-row	[789, 273, 897, 285]
list-item: ΓΚΛΟΡΙΑ "Ο μόνος ἐκτελεστής	[405, 492, 486, 500]
serial-text-column: — Ναί καί σέ μᾶστος, Κατσάνδαλίνες, ποῦ ἐλυς ὅσο καί ἡ Ἀδελῆ ἡ προκεχρόνο ἐκεῖ τά στιγμὴ τοῦ ἀνιχνευτος. — Καταλαβαίνω... Ἐξω φεύγει ἄνωθεν ἐπ' αὐτήν τήν εἴσοδον. Φωνικὰ αὐτὸ δέν μέ ἀφοροῦσε καί δέν ἤθελα νά παρεκλάβω τά τά μεγαλύτερο, ἀλλὰ ἂν ἡ Ἀλίνη ἦταν μαζί τους τήν μέρα αὐτὴ, τότε ὅλα ἄλλαξαν. — Μά γιατί; ἐρωτῆσα ὁ Φιλίπ. — Καλῶς...καί κλείσομεθα τοῦ μολὺς καί πρόλαβε τό τραῖνο τῶν 6.30.	[327, 1929, 477, 1979]
list-item: ΔΕΛΦΟΙ Γυρισμός τοῦ αἰώνιου	[525, 175, 604, 183]
crossword-row	[789, 261, 897, 273]
list-item: ΠΑΝΘΕΟΝ Σκοτάρης ἡ ἐριστορωσία	[405, 202, 500, 210]
list-item: ΑΤΤΙΚ "Ο Ἀνήφορος	[525, 308, 579, 316]
crossword-cell[interactable]	[801, 213, 813, 225]
list-item: ΒΕΝΕΤΙΑ Γλυκ. Βαθιάδων Φρόντζ τοῦ μέ τό γέννημα	[285, 262, 392, 279]
list-item: ΓΚΛΟ Ἀποστόλης μέ ἐπανάσταση	[405, 483, 492, 491]
crossword-row-numbers	[780, 213, 783, 316]
list-item: ΡΟΥΑΓΙΑΛ Μέ τά μουσικό	[405, 265, 474, 273]
list-item: 2ον) Σεξουαλικὴ Ζωή. Ἀνατ. ἐγκυμοσύν. Σεξολογία καί ἐξωδρομικὴν τήν ἡβικήν. Δρχ. 35.	[1307, 2029, 1503, 2036]
radio-program-0: "Ωρα 6.55 Πρωϊνή. 7 Γυμναστική. 7.15 Δελτίον εἰδήσεων. 7.30 Ἐκ Πρωϊνῆς τοῦ Μ. Σαββάτου. 7.50 Ἡ Λατρεία ρυσίς τῶν Θείων ρας. 8 Θεολογία 8.15 Θεῖα Λειτουργία καί τοῦ Τετραοδιοῦ. 10.15 "Αναστάσεως ἀπό τόν Ἱερόν ναόν τῆς Μητροπόλεως. 12.30 "Ἤχοι Πάσχα ἀπό τόν Ἱερόν ναόν ἀνεβαίνει. 13 Δελτίον εἰδήσεων. 13.15 Μουσική Λειτουργία. 13.50 Ἡ ωρολογία τοῦ μεσημβρινοῦ. 14 Μουσική. 14.30 Πολυτική ἐπιθεώρησις. 14.55 Ἠνακοινώσεις τοῦ Β.Φ.Σ. 15 Μουσική γιά νεανικά. 15.15 Δελτίον εἰδήσεων τῆς ὕλης. 16 Μουσική σελίς. 16.45 Ἡ Ἀγγλικὴ θεατρική πρᾶξις.	[104, 266, 273, 323]
crossword-cell[interactable]	[873, 309, 885, 321]
radio-program-1-title: ΔΕΥΤΕΡΟ ΠΡΟΓΡΑΜΜΑ	[157, 326, 220, 333]
anaktorika-list	[650, 123, 772, 181]
crossword-cell[interactable]	[849, 309, 861, 321]
anaktorika-column: ΑΝΑΚΤΟΡΙΚΗ ΚΙΝΗΣΙΣ ΑΑΑΑ (Ν. "Ἰωνία) Συμπεφιλίακες τῆς ὄχεται ΑΓΙΑ (Κηφισιᾶ) "Ὅ σήν κόσμος ΑΚΤΗ (Παλαιόν) "Ὅ φίλος μου ὁ Ἀμφίων ΑΛ. "(Μαρκοπούλου) Ἀπό κεῖ ὡράνε νάμια ΑΣΤΗΡ (Ν. "Ἰωνία) Σκρά ἡ διδαχτής ΔΕΙΡΩ Ἁρπαγὴ ΑΦΡΟΔΙΤΗ (Ν. "Ἰωνία) Κλινιφόρα μιά γυναῖκα γιά τόν Κύριλλο Ἡ Α.Μ. ὁ Βασιλεὺς καί ἡ Α.Μ. ἡ Βασίλισσα κατά τήν Μεγάλην Ἑβδομάδα παρηκολούθησαν τάς Ἱεράς Ἀκολουθίας εἰς τόν Ἱερόν Ναόν τῶν Ἀνακτόρων. Κατά τήν Ἀνάστασιν θά παραστῇ ἡ Α.Μ. ὁ Βασιλεὺς μετά τῆς Α.Μ. τῆς Βασιλίσσης εἰς τόν Μητροπολιτικὸν Ναόν. Διεθνής Ἐπιτροπή Βυζαντινῶν Σπουδῶν Τόν Τρίτην τοῦ ὥρα 12.30 μ.μ. θά γίνῃ εἰς τήν Ἀρχαιολογικὴν Ἑταιρείαν ἡ ἔναρξις τῶν ἐργασιῶν τοῦ Διεθνοῦς Συνεδρίου Βυζαντινῶν Σπουδῶν. Ὀρθρολογική ὁμιλία Εἴχαμε καί ὥραν 8 μ.μ. θά δοθῇ εἰς τήν αἴθουσαν τοῦ Συλλόγου «Παρνασσὸς» ἡ καθιερωμένη ὁμιλία διά τήν Μεγάλην Ἑβδομάδα. Εἴσοδος ἐλευθέρα. Ἀρθέσις Ἀφίχθησαν καί κατέλυσαν: Εἰς τό ξενοδοχεῖον «Βασιλεὺς Γεώργιος» ὁ κ. Ἰωάννης Παπαδόπουλος, Διευθυντής, ὁ κ. Δημ. Παπαδόπουλος. Ἡ «Συζήτησις» «Ἐπικαιρότητες ἡ «Συζήτησις» τοῦ \"Ἀγγλικοῦ Παιδαγωγικοῦ» Ἐδημοσιεύθη ἤδη τοῦ κ. Π. Πάλλης: «Πρωτεία γραμμάτων πρός τήν γλῶσσαν μας». ΠΕΙΡΑΙΩΣ ΑΒΑ Μία φυσιογνωσία τό Σάββατο ΑΠΟΛΛΩΝ "Ο βλαστός τῆς Τζούλια ΑΘΗΝΑΙ Ὅλα ἡ μέ ἔρωτα ΑΤΤΙΚΟΝ Μίλα παρακαλεῖτε ΔΕΛΦΟΙ Γυρισμός τοῦ αἰώνιου ΚΑΠΙΤΟΛ Ἀνσήγηνα καί Μακεδονία ΟΛΥΜΠΙΑ Ῥεντεβοῦ σέ μέλε νυκτερινό ΣΙΝΕ ΠΑΛΑΣ Κασσάνδρα μιά φορά	[650, 106, 772, 444]
list-item: ΣΠΛΕΝΤΙΤ Νίκη Χιλή	[525, 210, 584, 218]
list-item: «ΔΙΡ ΚΑΜΕΛΙΑ» 8 π.μ. ΑΙΓΙΝΑΝ	[1445, 887, 1523, 894]
crossword-cell[interactable]	[873, 225, 885, 237]
list-item: ΑΚΤΗ (Παλαιόν) "Ὅ φίλος μου ὁ Ἀμφίων	[650, 137, 743, 144]
list-item: ΑΘΗΝΑΙ Ὅλα ἡ μέ ἔρωτα	[525, 157, 592, 165]
serial-text-column: — Ναί καί σέ μᾶστος, Κατσάνδαλίνες, ποῦ ἐλυς ὅσο καί ἡ Ἀδελῆ ἡ προκεχρόνο ἐκεῖ τά στιγμὴ τοῦ ἀνιχνευτος. — Καταλαβαίνω... Ἐξω φεύγει ἄνωθεν ἐπ' αὐτήν τήν εἴσοδον. Φωνικὰ αὐτὸ δέν μέ ἀφοροῦσε καί δέν ἤθελα νά παρεκλάβω τά τά μεγαλύτερο, ἀλλὰ ἂν ἡ Ἀλίνη ἦταν μαζί τους τήν μέρα αὐτὴ, τότε ὅλα ἄλλαξαν. — Μά γιατί; ἐρωτῆσα ὁ Φιλίπ. — Καλῶς...καί κλείσομεθα τοῦ μολὺς καί πρόλαβε τό τραῖνο τῶν 6.30.	[806, 1929, 956, 1979]
list-item: ΡΕΞ Νέρωνα τά περιτρέπτ φαντα	[405, 238, 488, 246]
koinonika-header: ΚΟΙΝΩΝΙΚΑ	[832, 41, 1100, 86]
footer-ad-text: ΔΑΝΕΖΙΚΟ ΣΠΙΤΙ. "Επιπλα ποιότητος παντός ρυθμού καί στύλ'. Τιμαί ἐργοστασίου. Πρωτότυπον σύστημα δόσεων. Πλατεία Ἁγίου Γεωργίου Καρύτση 10 - Τηλ. 228.325	[376, 2279, 1220, 2291]
crossword-cell-block[interactable]	[849, 249, 861, 261]
crossword-cell-block[interactable]	[873, 297, 885, 309]
crossword-cell[interactable]	[861, 225, 873, 237]
crossword-col-number: 6	[851, 205, 855, 212]
list-item: ΡΕΑ "Ο χρόνος καί τοῦ ἀλογός	[525, 470, 602, 478]
list-item: ΑΡΜΟΝΙΑ (Παγκράτι) Τά γεννηθή μου θάλασσα	[405, 420, 505, 437]
crossword-cell-block[interactable]	[813, 261, 825, 273]
list-item: ΠΑΛΛΑΣ "Ο Βασιλιᾶς τοῦ Βασιλέα	[405, 211, 497, 219]
radio-program-1: Μῆκος κύματος 216.5 μ. ἢ 1385 χλκ. "Ωρα 7 "Εργα γιά ἔγχορδα. 7.30 Τά «Πάσχα», τοῦ Φρίμλ. 12.10 "Αποστολή σχολική τῆς Ἑλλάδος. 13.15 Σκέψεις τοῦ Μάῃ. 14 Λειτουργιά μέ τούς παλαιούς. 17 "Ἐργα γιά δύο πιάνα. 17.20 "Ἀπό τό ξένο τῶν Γερμανῶν. 18.20 Παιδικὴ Ἀρμονία, 19.05 Καντσονέτα τοῦ Β-ἔλθον. 19.15 Κοντσέρτο τοῦ Β-ἔλθον. 20.20 Κλασσικαί συμφωνίαι. 20.30 Τό Μουσικό μοτίβο. 21.30 Τό ἄνθος τοῦ μέλους. 22.30 "Ἔργο τοῦ πιάνα σέ μπάτσο. 21.30 Ἑλληνικά καί ἡ διεθνής ἐπικαιρότης. 22 Μουσικὴς σελίδες. 22.5 Μουσικοί τοῦ "Ὅρεων καί τῆς θέσης συντονισμοῦ τῆς «Ἀθήνας».	[104, 334, 273, 391]
list-item: «ΜΥ ΝΕΡΑΪΔΑ» 8 π.μ.	[1445, 923, 1497, 930]
list-item: ΑΒΑΝΑ (Ἀ. Κηφ. Κεφ.) 42 τόπος τρωνόμενοι	[481, 1187, 597, 1194]
list-item: ΑΝΕΜΩΝΗ "Ο "πανδρικό καί τό γάμου τοῦ	[525, 272, 636, 280]
crossword-cell[interactable]	[801, 249, 813, 261]
schedule-pandou[interactable]: ΑΤΜΟΠΛΟ-Ι-Α ΠΑΝΔΟΥ Γραμμαί Ἐσωτερικοῦ «ΕΛΛΗ» ΤΕΤΑΡΤΗΝ, ΠΑΡΑΣΚΕΥΗΝ 6 μ., ΣΥΡΟΝ, ΤΗΝΟΝ, ΜΥΚΟΝΟΝ, ΝΑΞΟΝ. «ΑΓΓΕΛΙΚΑ» ΤΡΙΤΗΝ 5ην μ.μ. διά ΠΑΤΡΑΣ, ΣΑΜΟΝ, ΧΙΟΝ, ΜΥΤΙΛΗΝΗΝ. «ΛΗΜΝΟΣ» ΣΑΒΒΑΤΟΝ 6.30 μ.μ. διά ΘΕΣΣΑΛΟΝΙΚΗΝ. Γραμμαί Ἐξωτερικοῦ Υ)Κ «ΑΘΗΝΑΙ» ΕΚΤΑΚΤΩΣ ΔΕΥΤΕΡΑ 1 μ.μ. 1215, 2715, 1016, 2416 ΒΡΙΝΔΗΣΙΟΝ — ΝΕΑΠΟΛΙΝ — ΓΕΝΟΥΗΝ — ΜΑΣΣΑΛΙΑΝ — ΒΑΡΚΕΛΩΝΗΝ. ΧΡΗΣΤΟΣ ΜΑΜΜΗΣ Φιλελλήνων 7 — Τηλ. 322.681 Τηλ. 40.637 — 42.026 — 470.145 — 473.019 — 474.195.	[1301, 839, 1434, 1027]
list-item: ΒΕΡΑ Σταμάτησέ Ὁ Κας πατήρους	[285, 280, 373, 288]
list-item: ΑΦΡΟΔΙΤΗ (Ν. "Ἰωνία) Κλινιφόρα μιά γυναῖκα γιά τόν Κύριλλο	[650, 166, 772, 180]
schedule-aegina[interactable]: ΠΑΣΧΑ ΣΤΗΝ ΑΙΓΙΝΑ Μέ τό ἀτμόπλοιο Α)Π «ΧΑΡΑ» ΜΕΓΑΛΟ ΣΑΒΒΑΤΟ 8 π.μ., 1 μ.μ., 4.15 μ.μ., 7.30 μ.μ. ΚΥΡΙΑΚΗ ΠΑΣΧΑ 8 π.μ. ἐνωρίς (πρὸς ἀναχώρησιν τοῦ πρωινοῦ συνωστισμοῦ) 12.30 μεσημβρ., 5 μ.μ. ΔΕΥΤΕΡΑ ΠΑΣΧΑ 8 π.μ., 12.30, 4 μ.μ., 8 μ.μ., 11 μ.μ. • Εἰς Συλλόγους καί "Ὁμίλους παρέχονται ἐκπτώσεις. Πληροφορίαι — Τηλέφωνα : 472.700 — 472.050.	[1301, 729, 1574, 833]
list-item: ΑΤΤΙΚΟΝ (Ν. Ἰωνία) Οἱ Μονομάχοι	[405, 456, 497, 464]
list-item: ΛΟΥΞ (Σεράγι) Κωνσταντῖνος ἔ Μέγας	[525, 389, 623, 397]
megara-ad-text: Συνεχίζει ἐνισχυτικὰ ἐκεῖ τήν παρυδάτιον Μεγάρων κ. Συντονία διά τήν ὀργάνωσιν ἐγκρίνουν τῶν ἐκδηλώσεων κατά τήν περιοχή Ἑβδομάδα εἰς τά Μέγαρα μέ λήγειν τῶν ἀγνῶν εἰς Χαρᾶς τῆς Τριοδίου. Ἤρχισεν ἡ μεγάλη ἑορτή, οἱ ὁποίαι θά παρουσιάσουν εἰς τά Δυτικά Μέγαρα μέρη τῆς κοινωνικῆς ζωῆς τῶν Μεγάρων καί τῆς παλαιᾶς παραδόσεως των τῶν ζυγῶν τοῦ Πάσχα. Τό λεύκωμα «Κάτω εἰς Γεννάρι θά τού τήν Κυριακὴ ἐν θεατροτής καί ἡ λαϊκή ἑορτὴ τῶν ἐκδηλώσεων θά γίνῃ τήν Κυριακὴ στήν ἐκκλησίαν εἰς τό Ψηφιδωτόν ἐν ὕμνοις ἀπ' τό τρίπτυχο μέν ὀρθῶς μέρος μέ τό Ἑλλαδικόν.	[104, 576, 273, 633]
list-item: ΤΙΤΑΝΙΑ Ἡ ἐκδίκησις τῆς Συμπλερτίων	[405, 319, 506, 327]
crossword-row-number: 8	[780, 294, 783, 301]
crossword-cell[interactable]	[885, 249, 897, 261]
crossword-cell[interactable]	[825, 249, 837, 261]
crossword-cell[interactable]	[873, 273, 885, 285]
list-item: ΚΡΟΝΑΙ (Ν. "Ἐλευθερο) σως κ. τό	[525, 371, 613, 379]
sexology-ad[interactable]: ΒΙΒΛΙΑ ΣΕΞΟΛΟΓΙΑΣ Ὅ "Ἐκδοτικὸς Οἶκος «Ἀθήνα» κυκλοφορεῖ τήν πληρεστέραν σειράν βιβλίων Σεξολογίας εἰς τήν ἑλληνικὴν γλῶσσαν. Ὅλα τά βιβλία ἀποστέλλονται εἰς ὅλην τήν Ἑλλάδα. ΓΕΩΡΓΙΟΥ Κ. ΖΟΥΡΑΡΙ Τοῦ "Ἰνστιτούτου Σεξολογίας "Ἐρευνῶν καί Σεξολογίας 1ον) Σεξουαλικὴ πρὸς ἀνάπτυξιν, ἀνατροφικὴ καί πληροφοριακὴ ἐγκυκλοπαιδεία. Δρχ. 25. 2ον) Σεξουαλικὴ Ζωή. Ἀνατ. ἐγκυμοσύν. Σεξολογία καί ἐξωδρομικὴν τήν ἡβικήν. Δρχ. 35. 3ον) "Ἐρως. Γάμος καί εὐτυχία. Δρχ. 50. σελ. 2. 4ον) "Ἄνδρας καί Γυναῖκα. Ἡ σύγχρονος ἐξέτασις ἀνατρόφως σεξολογικὴ ἀνάπτυξις. Δρχ. 30. σελ. 1. 5ον) Σεξουαλικὴ διαπαιδαγώγησις τοῦ παιδιοῦ καί τοῦ ἐφήβου. Δρχ. 40. 6ον) Τά φύλα — ἡ Ἀνατομία καί τά βιβλία τῆς "Ἐπιστήμης καί τῆς Σεξολογίας 411.652. ἀποστέλλονται καί ἐπί ἀντικαταβολή. Δρχ. 45.	[1301, 1939, 1586, 2079]
crossword-row-number: 9	[780, 305, 783, 312]
list-item: ΠΑΛΛΑΣ "Ἐνας ἄνθρωπος	[525, 452, 595, 460]
list-item: ΣΙΝΕΑΚ Τετμαπης Παρκιτλίρι — Μίκυ Μάους — "Ἐπίκαιρα	[405, 283, 505, 300]
list-item: «ΜΥ ΝΕΡΑΪΔΑ» 8 π.μ.	[1445, 895, 1497, 901]
list-item: ΔΕΛΦΟΙ Γυρισμός τοῦ αἰώνιου	[650, 415, 720, 422]
crossword-col-number: 1	[790, 205, 794, 212]
list-item: ΑΦΡΟΔΙΤΗ "Ο ἀφρικός τοῦ δρόμου	[405, 465, 497, 473]
schedule-argosaronikos[interactable]: ΔΡΟΜΟΛΟΓΙΑ ΑΡΓΟΣΑΡΩΝΙΚΟΥ Μ. ΣΑΒΒΑΤΟΝ 7.15 π.μ. Αἴγιναν, Μέθανα, Πόρον, Ὕδραν, Σπέτσας. «ΔΙΡ ΚΑΜΕΛΙΑ» 8 π.μ. ΑΙΓΙΝΑΝ «ΜΥ ΝΕΡΑΪΔΑ» 8 π.μ. ΚΥΡΙΑΚΗ ΠΑΣΧΑ 7.55 π.μ. Αἴγιναν, Μέθανα, Πόρον, Ὕδραν, Σπέτσας, ΛΕΩ-ΝΙΔΙΟΝ. «ΔΙΡ ΚΑΜΕΛΙΑ» 8 π.μ. ΑΙΓΙΝΑΝ «ΜΥ ΝΕΡΑΪΔΑ» 8 π.μ. ΔΕΥΤΕΡΑ ΠΑΣΧΑ 7.15 π.μ. Αἴγιναν, Μέθανα, Πόρον, Ὕδραν, Σπέτσας. «ΔΙΡ ΚΑΜΕΛΙΑ» 8 π.μ. ΑΙΓΙΝΑΝ «ΜΥ ΝΕΡΑΪΔΑ» 8 π.μ. ΤΡΙΤΗ ΠΑΣΧΑ 5.45 π.μ. Αἴγιναν, Μέθανα, Πόρον, Ὕδραν. «ΔΙΡ ΚΑΜΕΛΙΑ» 8 π.μ. ΑΙΓΙΝΑΝ «ΜΥ ΝΕΡΑΪΔΑ» 8 π.μ. Ὑπηρ. Κρήτης κατὰ ἀπόφασιν τῆς ὥρας καί ἀναχωρήσεως.	[1440, 839, 1574, 1027]
list-item: ΑΚΡΟΠΟΛ Τά Θρύλου τῶν Πασχά	[525, 246, 613, 253]
crossword-cell[interactable]	[885, 309, 897, 321]
list-item: ΟΛΥΜΠΙΑ Ῥεντεβοῦ σέ μέλε νυκτερινό	[525, 193, 625, 200]
crossword-cell[interactable]	[885, 273, 897, 285]
crossword-cell[interactable]	[861, 261, 873, 273]
schedules-block: Δρομολόγια «ΑΓΓΕΛΙΚΑ» Σάββατον 10ην πρωϊνὴν διά ΧΑΝΙΑ — ΡΕΘΥΜΝΟΝ — ΗΡΑΚΛΕΙΟΝ ΠΑΣΧΑ ΣΤΗΝ ΑΙΓΙΝΑ Μέ τό ἀτμόπλοιο Α)Π «ΧΑΡΑ» ΜΕΓΑΛΟ ΣΑΒΒΑΤΟ 8 π.μ., 1 μ.μ., 4.15 μ.μ., 7.30 μ.μ. ΚΥΡΙΑΚΗ ΠΑΣΧΑ 8 π.μ. ἐνωρίς (πρὸς ἀναχώρησιν τοῦ πρωινοῦ συνωστισμοῦ) 12.30 μεσημβρ., 5 μ.μ. ΔΕΥΤΕΡΑ ΠΑΣΧΑ 8 π.μ., 12.30, 4 μ.μ., 8 μ.μ., 11 μ.μ. • Εἰς Συλλόγους καί "Ὁμίλους παρέχονται ἐκπτώσεις. Πληροφορίαι — Τηλέφωνα : 472.700 — 472.050. ΑΤΜΟΠΛΟ-Ι-Α ΠΑΝΔΟΥ Γραμμαί Ἐσωτερικοῦ «ΕΛΛΗ» ΤΕΤΑΡΤΗΝ, ΠΑΡΑΣΚΕΥΗΝ 6 μ., ΣΥΡΟΝ, ΤΗΝΟΝ, ΜΥΚΟΝΟΝ, ΝΑΞΟΝ. «ΑΓΓΕΛΙΚΑ» ΤΡΙΤΗΝ 5ην μ.μ. διά ΠΑΤΡΑΣ, ΣΑΜΟΝ, ΧΙΟΝ, ΜΥΤΙΛΗΝΗΝ. «ΛΗΜΝΟΣ» ΣΑΒΒΑΤΟΝ 6.30 μ.μ. διά ΘΕΣΣΑΛΟΝΙΚΗΝ. Γραμμαί Ἐξωτερικοῦ Υ)Κ «ΑΘΗΝΑΙ» ΕΚΤΑΚΤΩΣ ΔΕΥΤΕΡΑ 1 μ.μ. 1215, 2715, 1016, 2416 ΒΡΙΝΔΗΣΙΟΝ — ΝΕΑΠΟΛΙΝ — ΓΕΝΟΥΗΝ — ΜΑΣΣΑΛΙΑΝ — ΒΑΡΚΕΛΩΝΗΝ. ΧΡΗΣΤΟΣ ΜΑΜΜΗΣ Φιλελλήνων 7 — Τηλ. 322.681 Τηλ. 40.637 — 42.026 — 470.145 — 473.019 — 474.195. ΔΡΟΜΟΛΟΓΙΑ ΑΡΓΟΣΑΡΩΝΙΚΟΥ Μ. ΣΑΒΒΑΤΟΝ 7.15 π.μ. Αἴγιναν, Μέθανα, Πόρον, Ὕδραν, Σπέτσας. «ΔΙΡ ΚΑΜΕΛΙΑ» 8 π.μ. ΑΙΓΙΝΑΝ «ΜΥ ΝΕΡΑΪΔΑ» 8 π.μ. ΚΥΡΙΑΚΗ ΠΑΣΧΑ 7.55 π.μ. Αἴγιναν, Μέθανα, Πόρον, Ὕδραν, Σπέτσας, ΛΕΩ-ΝΙΔΙΟΝ. «ΔΙΡ ΚΑΜΕΛΙΑ» 8 π.μ. ΑΙΓΙΝΑΝ «ΜΥ ΝΕΡΑΪΔΑ» 8 π.μ. ΔΕΥΤΕΡΑ ΠΑΣΧΑ 7.15 π.μ. Αἴγιναν, Μέθανα, Πόρον, Ὕδραν, Σπέτσας. «ΔΙΡ ΚΑΜΕΛΙΑ» 8 π.μ. ΑΙΓΙΝΑΝ «ΜΥ ΝΕΡΑΪΔΑ» 8 π.μ. ΤΡΙΤΗ ΠΑΣΧΑ 5.45 π.μ. Αἴγιναν, Μέθανα, Πόρον, Ὕδραν. «ΔΙΡ ΚΑΜΕΛΙΑ» 8 π.μ. ΑΙΓΙΝΑΝ «ΜΥ ΝΕΡΑΪΔΑ» 8 π.μ. Ὑπηρ. Κρήτης κατὰ ἀπόφασιν τῆς ὥρας καί ἀναχωρήσεως.	[1301, 606, 1574, 1027]
crossword-row-number: 7	[780, 282, 783, 289]
serial-header: ΜΙΑ ΣΥΝΑΡΠΑΣΤΙΚΗ ΠΕΡΙΠΕΤΕΙΑ Οἰκογενειακή ὑπόθεσις ΤΟΥ Ρ. ΚΑΖΕΝΣ	[157, 1827, 432, 1927]
list-item: 4ον) "Ἄνδρας καί Γυναῖκα. Ἡ σύγχρονος ἐξέτασις ἀνατρόφως σεξολογικὴ ἀνάπτυξις. Δρχ. 30. σελ. 1.	[1307, 2043, 1527, 2050]
list-item: ΑΝΘΙΑ εὐκαλύπτα ἀπό τοῦ τοῦ λαοῦ	[525, 281, 618, 289]
crossword-row-number: 6	[780, 271, 783, 278]
crossword-cell-block[interactable]	[849, 285, 861, 297]
list-item: ΓΡΑΛΑΛΑ Τά δυο μυστικό	[405, 474, 474, 482]
list-item: ΚΕΝΤΡΙΚΟΝ "Ο Κας πόλεμος	[525, 362, 602, 370]
crossword-cell[interactable]	[861, 297, 873, 309]
list-item: ΒΕΡΣΑΛΛΙΕΣ Τό τολμηρό	[525, 326, 594, 334]
list-item: ΤΕΡΨΙΧΟΡΑ Μουσικές τραῖνος Κ-ωφ.	[525, 219, 622, 227]
list-item: ΟΡΦΕΥΣ "Ο Βασιλιᾶς τῶν Βασιλέων	[405, 185, 500, 193]
list-item: ΑΜΦΑ μια πίσω ζούμα	[405, 375, 464, 383]
list-item: ΑΛΙΚΗ Ὥρα παλιό τεριτσάωμα	[285, 208, 366, 216]
language-institute-ad: ΤΟ ΙΝΣΤΙΤΟΥΤΟ ΓΛΩΣΣΩΝ ΤΟΥ ΜΟΝΑΧΟΥ Τό «Ἰνστιτοῦτο μέ ἀποκλειστικό σκοπό νά διδάσκει ξένες γλῶσσες σέ διδάσκοντας καί σέ κεῖνο 100 ἄτομα ἐκείνη τό θέρος. Τό Ἰνστιτοῦτο καί ἡ ἐγγραφή τῶν ἀποιῶν ΓΕΛΑΣΕΙ ἀπό τό καί ΓΕΛΛΟΡΙΚΩΝ ὄμω τό ἀνητὴν. δέν τό τό κειμένων. Ἀπό τό πρῶτο ἔτος καί ἐπί 100 μαθήματα μέ 250 δοκίμια βοηθήματα καί ἑνός τῆς μεθόδου, καί ἀπό αὐτό καί ἀναπ. ἔπιστη, ἔπεσε τήν σειράν, τά μαθήματα τῶν ἐργασιῶν ἔχει ἀνασταλτικῆς μέ τό διοικητικό. Εἰδικῶς διά τό διδασκόμενο εἶναι ἐκ πληρωτήν. Ὅ. μα νέα ἀπό 100 ὥρας μέ 390 δρχ. χωρίς εὔκολη ἄδεια ἔκδοσις καί ἀναλαμβάνων. Ἀκούσετε τῷ στήν ἐκδοχὴ ρας, ἡ ἀπό τήν δοκιμή ἀπό τά εἰς τήν δοκιμὰ διὰ ἐπί καί τήν εὐθύνην. Γλώσσας τῶν μαθημάτων. ΓΛΩΣΣΩΝ. Γ. Ἀντωνιάδης — Μεγάρων	[104, 641, 273, 770]
list-item: ΑΙΛΕ δέν γνώσκα μετάρα	[405, 348, 470, 356]
list-item: ΑΠΟΛΛΩΝ "Ο βλαστός τῆς Τζούλια	[525, 148, 618, 156]
list-item: 1ον) Σεξουαλικὴ πρὸς ἀνάπτυξιν, ἀνατροφικὴ καί πληροφοριακὴ ἐγκυκλοπαιδεία. Δρχ. 25.	[1307, 2022, 1503, 2029]
list-item: ΤΙΤΑΝΙΑ "Ο Ἁψός	[525, 497, 574, 505]
crossword-cell-block[interactable]	[837, 261, 849, 273]
list-item: ΗΛΥΣΙΑ Κατάκτηση μέ μόνο τεριτ	[405, 519, 493, 527]
crossword-row-number: 3	[780, 237, 783, 244]
list-item: ΚΟΛΟΣΣΑΙΟΝ Τό γύμνό παιδί τῆς πόλις	[285, 388, 388, 396]
crossword-row	[789, 285, 897, 297]
crossword-cell[interactable]	[801, 237, 813, 249]
list-item: ΠΑΛΛΑΣ "Ἐκεῖνοι στοί 7 ὁ Ἐκδίκ	[405, 193, 493, 201]
crossword-row	[789, 249, 897, 261]
list-item: ΒΙΟΛΑΣΤΑ (Δ. "Ἁγιάς) Κινδυνεύα	[285, 289, 374, 297]
crossword-cell[interactable]	[789, 273, 801, 285]
crossword-cell[interactable]	[849, 297, 861, 309]
crossword-cell[interactable]	[789, 225, 801, 237]
list-item: ΑΤΛΑΝΤΙΣ Τουλουλί	[405, 438, 460, 446]
list-item: ΚΡΟΝΟΣ Μέ τόν ἄνεμο	[405, 573, 467, 580]
crossword-cell[interactable]	[825, 213, 837, 225]
list-item: ΚΥΡΙΑΚΗ ΠΑΣΧΑ 7.55 π.μ. Αἴγιναν, Μέθανα, Πόρον, Ὕδραν, Σπέτσας, ΛΕΩ-ΝΙΔΙΟΝ.	[1445, 902, 1569, 916]
crossword-row-number: 4	[780, 248, 783, 255]
list-item: ΚΑΠΙΤΟΛ Ἀνσήγηνα καί Μακεδονία	[525, 184, 619, 192]
list-item: ΑΤΤΙΚΟΝ Μίλα παρακαλεῖτε	[650, 408, 715, 415]
crossword-row-number: 1	[780, 214, 783, 221]
list-item: ΑΛΦΑ Ὁξύκος	[405, 366, 444, 374]
list-item: ΡΙΒΟΛΙ Ἔξιζον Λυτός νοντολουέρες	[405, 247, 498, 255]
footer-ad-bar[interactable]	[14, 2272, 1582, 2298]
crossword-cell-block[interactable]	[837, 309, 849, 321]
list-item: ΑΙΓΑΙΟ "Ο Ὑποκάρης καί τό διαβ τόν	[525, 237, 620, 245]
list-item: «ΔΙΡ ΚΑΜΕΛΙΑ» 8 π.μ. ΑΙΓΙΝΑΝ	[1445, 945, 1523, 952]
crossword-cell-block[interactable]	[825, 237, 837, 249]
crossword-title: ΣΤΑΥΡΟΛΕΞΟΝ ΑΡ. 1850	[791, 195, 891, 205]
crossword-cell-block[interactable]	[873, 261, 885, 273]
social-column: Γάμοι Θέα ὁ Ἁγ. Μιχαλοσπήλια, διηγή-της — Πάνος Α. "Ἀδώς, Ἔδωσαν φυσιόγνωσιν εἰς τόν Κοβίλας ὅτι ἀλλάων νά βλέψει τάς τήδων. Κηδεῖαι Τήν λειτουργὸν μας σύζυγον, μητέρα, ἀδελφήν, μάμμην καί θεῖαν ΑΡΙΣΤΕΑΝ Κ. ΣΤΑΗ ἡλικίας 89 ἐτῶν θανοῦσαν κηδεύομεν σήμερον Σάββατον 13 Ἀπριλίου καί ὥραν 11ην π.μ. ἐκ τοῦ Ἱεροῦ Ναοῦ Κοιμήσεως Θεοτόκου Νέας Φιλαδελφείας εἰς τό Κοιμητήριον αὐτῆς. Οἱ τεθλιμμένοι: Σύζυγος, Τέκνα, Ἐγγόνα, Ἀδελφοὶ, λοιποὶ συγγενεῖς. Μνημόσυνον Τελοῦντες ἐτήσιον μνημόσυνον ὑπέρ ἀναπαύσεως τῆς ψυχῆς τοῦ πολυαγαπημένου μας συζύγου, πατρὸς, υἱοῦ καί ἀδελφοῦ ΣΩΚΡΑΤΟΥΣ ΕΥΘ. ΛΕΚΚΑ παρακαλοῦμεν τούς τιμῶντας τήν μνήμην του ὅπως προσέλθουν εἰς τόν Ἱερόν Ναὸν τοῦ Ἁγίου Ἰωάννου εἰς τό Μνημόσυνον. Εὐχαριστήριον Πάντας τούς παρακολουθήσαντας καί συμμερισθέντας τό πένθος μας διά τόν θάνατον τῆς προσφιλοῦς μας ΘΑΛΕΙΑΣ ΡΑΓΚΑΒΗ εὐχαριστοῦμεν θερμῶς. Ἡ οἰκογένεια. Ψηφισματα Τό Διοικητικὸν Συμβούλιον τοῦ Συλλόγου συνελθὸν ἐκτάκτως ἐψήφισε: 1) Νά ἐκφρασθοῦν τά συλλυπητήρια πρὸς τήν οἰκογένειαν. 2) Νά κατατεθῇ χρηματικὸν ποσὸν εἰς μνήμην τοῦ θανόντος. 3) Νά δημοσιευθῇ τό παρὸν ψήφισμα εἰς τόν ἡμερήσιον τύπον.	[910, 106, 1038, 392]
list-item: ΔΕΛΦΟΙ Γυρνάς τή μελετῶ	[405, 501, 475, 509]
crossword-cell[interactable]	[801, 297, 813, 309]
